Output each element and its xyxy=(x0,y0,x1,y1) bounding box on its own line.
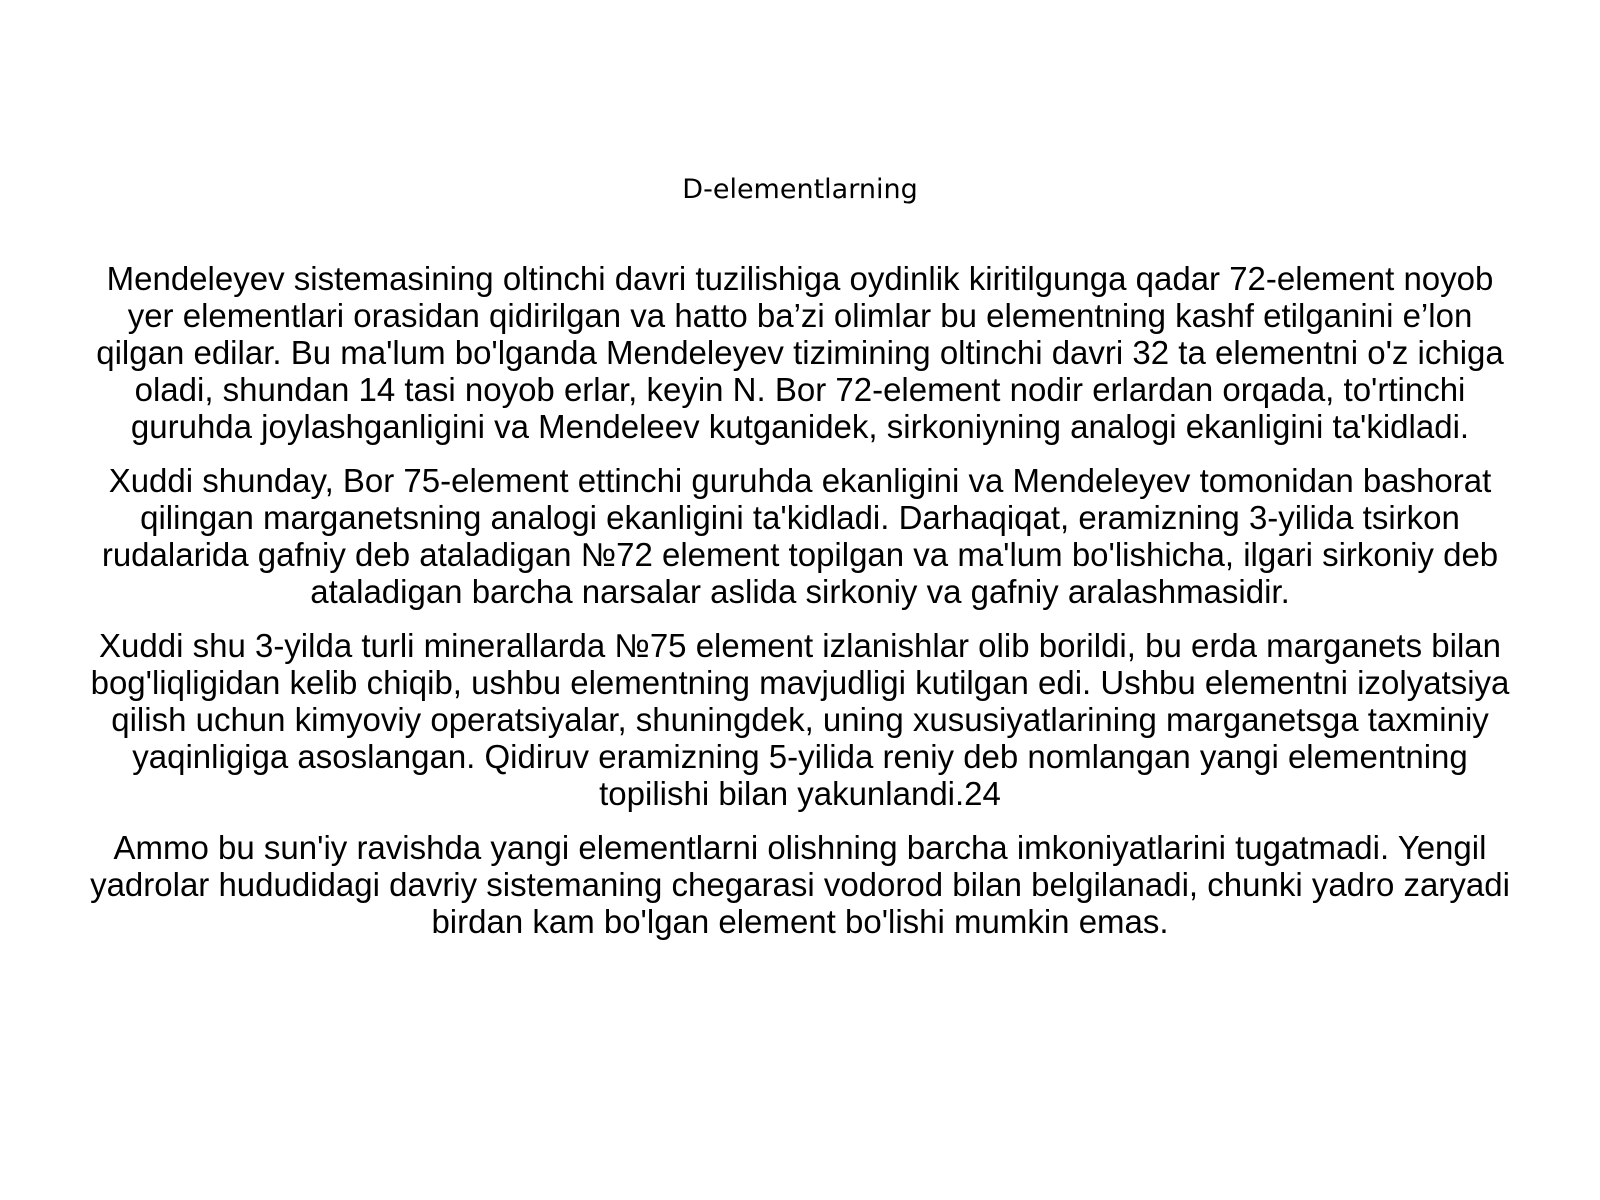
paragraph-2: Xuddi shunday, Bor 75-element ettinchi guruhda ekanligini va Mendeleyev tomonidan bashorat qilingan marganetsning analogi ekanligini ta'kidladi. Darhaqiqat, eramizning 3-yilida tsirkon rudalarida gafniy deb ataladigan №72 element topilgan va ma'lum bo'lishicha, ilgari sirkoniy deb ataladigan barcha narsalar aslida sirkoniy va gafniy aralashmasidir. xyxy=(101,462,1499,610)
paragraph-4: Ammo bu sun'iy ravishda yangi elementlarni olishning barcha imkoniyatlarini tugatmadi. Yengil yadrolar hududidagi davriy sistemaning chegarasi vodorod bilan belgilanadi, chunki yadro zaryadi birdan kam bo'lgan element bo'lishi mumkin emas. xyxy=(90,829,1510,940)
slide-title: D-elementlarning xyxy=(682,174,918,205)
paragraph-1: Mendeleyev sistemasining oltinchi davri tuzilishiga oydinlik kiritilgunga qadar 72-element noyob yer elementlari orasidan qidirilgan va hatto ba’zi olimlar bu elementning kashf etilganini e’lon qilgan edilar. Bu ma'lum bo'lganda Mendeleyev tizimining oltinchi davri 32 ta elementni o'z ichiga oladi, shundan 14 tasi noyob erlar, keyin N. Bor 72-element nodir erlardan orqada, to'rtinchi guruhda joylashganligini va Mendeleev kutganidek, sirkoniyning analogi ekanligini ta'kidladi. xyxy=(96,260,1504,445)
paragraph-3: Xuddi shu 3-yilda turli minerallarda №75 element izlanishlar olib borildi, bu erda marganets bilan bog'liqligidan kelib chiqib, ushbu elementning mavjudligi kutilgan edi. Ushbu elementni izolyatsiya qilish uchun kimyoviy operatsiyalar, shuningdek, uning xususiyatlarining marganetsga taxminiy yaqinligiga asoslangan. Qidiruv eramizning 5-yilida reniy deb nomlangan yangi elementning topilishi bilan yakunlandi.24 xyxy=(90,627,1510,812)
slide-body xyxy=(86,260,1514,957)
